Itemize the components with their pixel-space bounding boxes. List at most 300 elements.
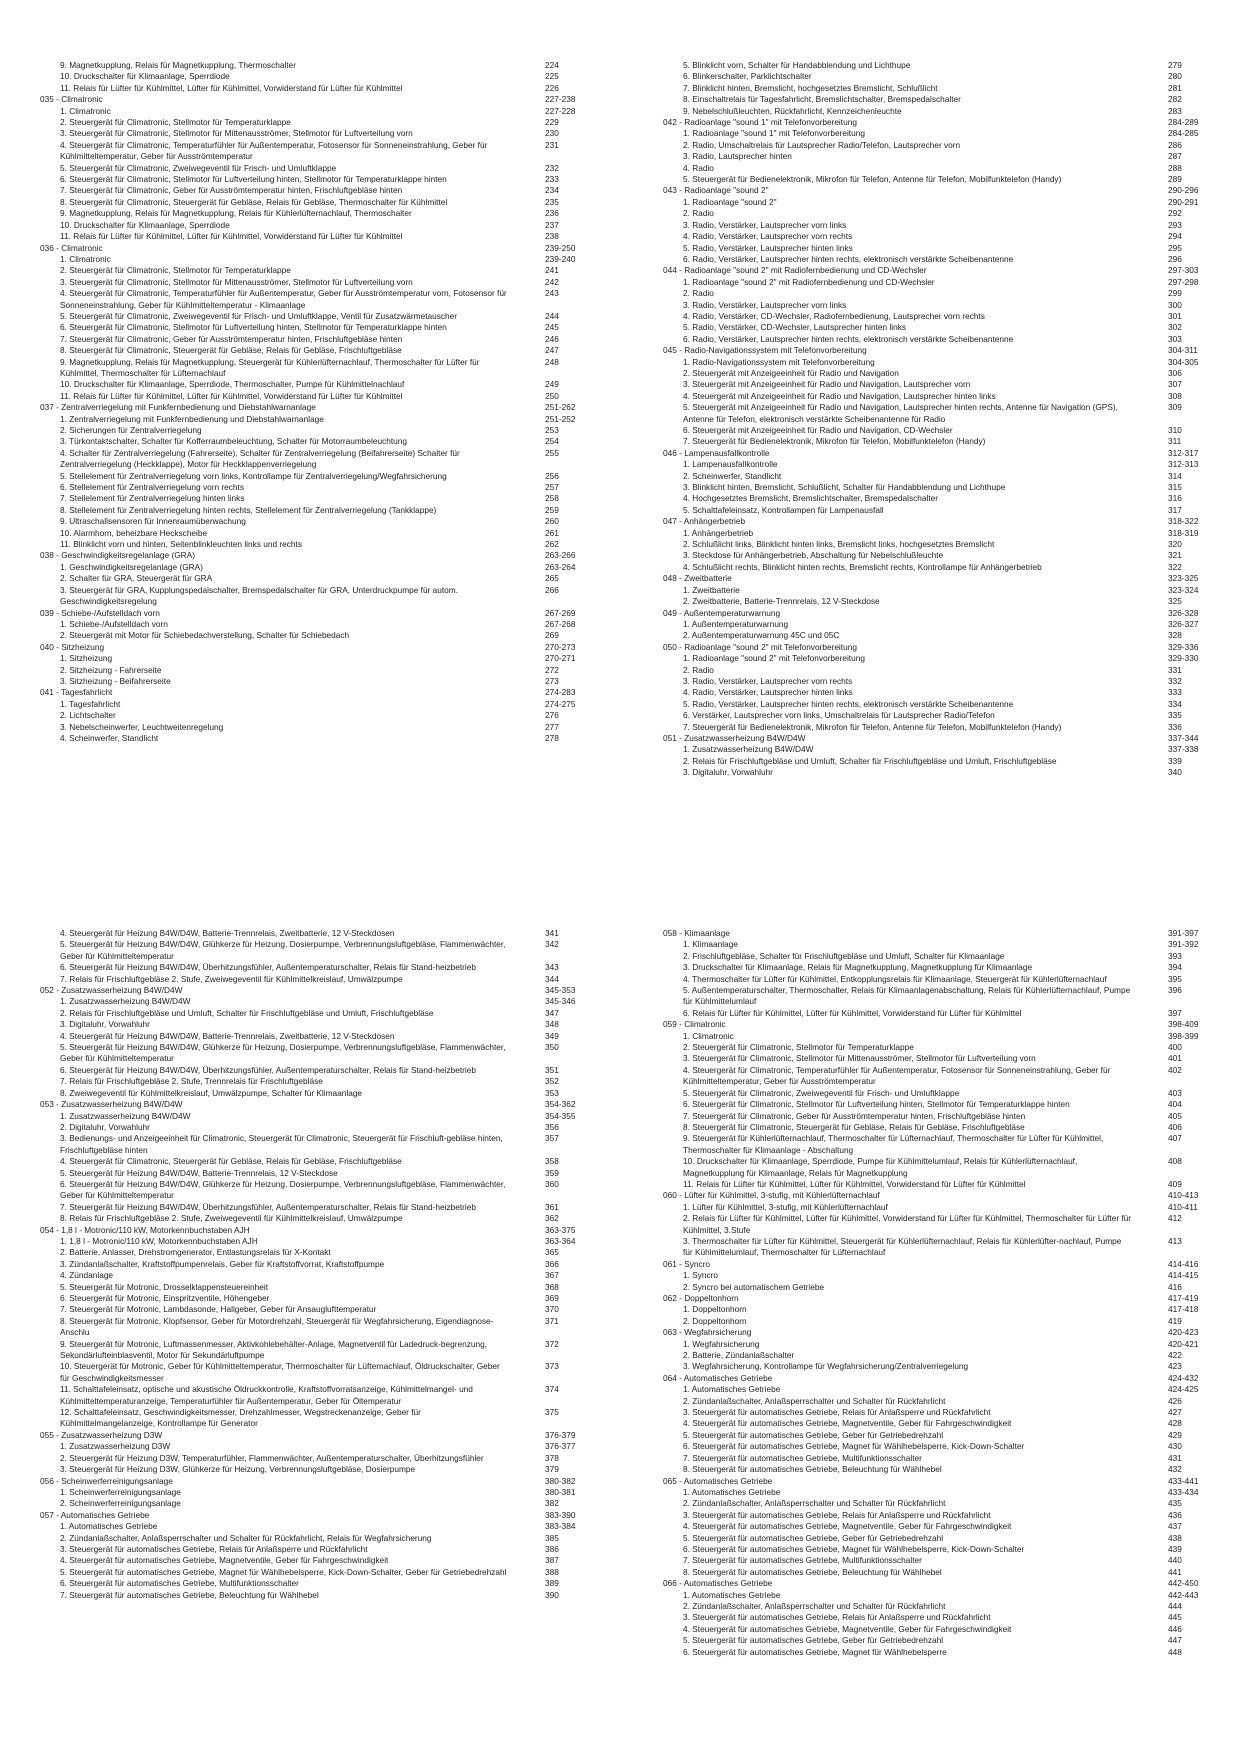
toc-subentry: [40, 1452, 559, 1464]
toc-subentry: [663, 1235, 1182, 1259]
entry-title: 1. Radioanlage "sound 2": [683, 196, 777, 207]
toc-subentry: [40, 356, 559, 380]
toc-subentry: [663, 1213, 1182, 1236]
entry-title: 2. Lichtschalter: [60, 710, 116, 721]
toc-subentry: [40, 379, 559, 390]
entry-page-range: 333: [1168, 687, 1182, 698]
toc-subentry: [40, 196, 559, 208]
entry-title: 8. Steuergerät für automatisches Getriebe, Beleuchtung für Wählhebel: [683, 1464, 942, 1475]
entry-page-range: 412: [1168, 1213, 1182, 1224]
toc-subentry: [663, 1350, 1182, 1361]
toc-subentry: [40, 1042, 559, 1065]
entry-title: 3. Blinklicht hinten, Bremslicht, Schlußlicht, Schalter für Handabblendung und Lichthupe: [683, 482, 1006, 493]
toc-subentry: [663, 367, 1182, 379]
toc-subentry: [663, 1418, 1182, 1429]
entry-title: 1. Zusatzwasserheizung D3W: [60, 1441, 171, 1452]
entry-page-range: 259: [545, 504, 559, 515]
entry-title: 1. Climatronic: [60, 253, 111, 264]
entry-page-range: 367: [545, 1270, 559, 1281]
entry-page-range: 385: [545, 1532, 559, 1543]
entry-page-range: 391-397: [1168, 928, 1199, 938]
entry-page-range: 375: [545, 1407, 559, 1418]
entry-page-range: 347: [545, 1007, 559, 1018]
toc-subentry: [663, 664, 1182, 676]
entry-title: 045 - Radio-Navigationssystem mit Telefonvorbereitung: [663, 345, 867, 356]
entry-page-range: 379: [545, 1464, 559, 1475]
entry-title: 3. Radio, Verstärker, Lautsprecher vorn rechts: [683, 675, 853, 686]
entry-page-range: 368: [545, 1281, 559, 1292]
entry-title: 1. 1,8 l - Motronic/110 kW, Motorkennbuchstaben AJH: [60, 1235, 258, 1246]
toc-subentry: [40, 1178, 559, 1202]
entry-page-range: 428: [1168, 1418, 1182, 1429]
entry-title: 4. Steuergerät für Heizung B4W/D4W, Batterie-Trennrelais, Zweitbatterie, 12 V-Steckdosen: [60, 1030, 395, 1041]
toc-subentry: [40, 253, 576, 265]
entry-page-range: 337-344: [1168, 732, 1199, 743]
toc-subentry: [663, 504, 1182, 516]
toc-subentry: [663, 698, 1182, 710]
entry-page-range: 371: [545, 1315, 559, 1326]
entry-title: 2. Batterie, Zündanlaßschalter: [683, 1350, 795, 1361]
entry-page-range: 328: [1168, 630, 1182, 641]
entry-page-range: 237: [545, 219, 559, 230]
entry-title: 1. Radioanlage "sound 2" mit Telefonvorbereitung: [683, 653, 865, 664]
entry-title: 2. Zweitbatterie, Batterie-Trennrelais, 12 V-Steckdose: [683, 596, 880, 607]
toc-subentry: [40, 1486, 576, 1498]
entry-page-range: 334: [1168, 698, 1182, 709]
toc-subentry: [40, 128, 559, 139]
toc-subentry: [663, 1064, 1182, 1088]
entry-title: 2. Zündanlaßschalter, Anlaßsperrschalter und Schalter für Rückfahrlicht: [683, 1395, 946, 1406]
entry-page-range: 263-266: [545, 550, 576, 561]
entry-title: 2. Frischluftgebläse, Schalter für Frischluftgebläse und Umluft, Schalter für Klimaanlage: [683, 950, 1005, 961]
entry-title: 4. Scheinwerfer, Standlicht: [60, 732, 159, 743]
toc-subentry: [40, 1270, 559, 1281]
toc-subentry: [40, 573, 559, 584]
toc-subentry: [663, 630, 1182, 641]
entry-page-range: 383-390: [545, 1509, 576, 1520]
entry-page-range: 238: [545, 231, 559, 242]
entry-title: 3. Steuergerät für GRA, Kupplungspedalschalter, Bremspedalschalter für GRA, Unterdruckpumpe für autom. Geschwindigkeitsregelung: [60, 584, 458, 607]
toc-subentry: [663, 950, 1182, 962]
entry-title: 2. Doppeltonhorn: [683, 1315, 747, 1326]
toc-subentry: [40, 698, 576, 710]
toc-subentry: [663, 1612, 1182, 1623]
entry-page-range: 250: [545, 390, 559, 401]
toc-section-entry: [40, 985, 576, 996]
entry-title: 4. Schlußlicht rechts, Blinklicht hinten rechts, Bremslicht rechts, Kontrollampe für Anhängerbetrieb: [683, 561, 1042, 572]
toc-subentry: [40, 618, 576, 630]
entry-page-range: 251-262: [545, 402, 576, 413]
entry-title: 5. Steuergerät für automatisches Getriebe, Geber für Getriebedrehzahl: [683, 1635, 944, 1646]
entry-title: 5. Radio, Verstärker, Lautsprecher hinten links: [683, 242, 853, 253]
toc-subentry: [663, 436, 1182, 447]
entry-page-range: 224: [545, 60, 559, 70]
toc-subentry: [663, 550, 1182, 561]
entry-page-range: 226: [545, 82, 559, 93]
entry-page-range: 424-425: [1168, 1384, 1199, 1395]
entry-page-range: 244: [545, 310, 559, 321]
entry-page-range: 316: [1168, 493, 1182, 504]
entry-title: 4. Steuergerät für Climatronic, Temperaturfühler für Außentemperatur, Fotosensor für Sonneneinstrahlung, Geber für Kühlmitteltemperatur, Geber für Ausströmtemperatur: [683, 1064, 1111, 1087]
entry-page-range: 345-346: [545, 996, 576, 1007]
entry-title: 7. Steuergerät für Bedienelektronik, Mikrofon für Telefon, Mobilfunktelefon (Handy): [683, 436, 986, 447]
toc-subentry: [40, 322, 559, 333]
entry-page-range: 369: [545, 1293, 559, 1303]
entry-page-range: 440: [1168, 1555, 1182, 1566]
entry-title: 3. Bedienungs- und Anzeigeeinheit für Climatronic, Steuergerät für Climatronic, Steuergerät für Frischluft-gebläse hinten, Frischluftgebläse hinten: [60, 1133, 503, 1155]
toc-column-top-right: [663, 60, 1199, 779]
entry-page-range: 344: [545, 973, 559, 984]
entry-page-range: 331: [1168, 664, 1182, 675]
entry-title: 5. Steuergerät für automatisches Getriebe, Geber für Getriebedrehzahl: [683, 1532, 944, 1543]
entry-title: 2. Syncro bei automatischem Getriebe: [683, 1281, 825, 1292]
toc-subentry: [663, 71, 1182, 82]
toc-subentry: [663, 721, 1182, 733]
entry-page-range: 348: [545, 1019, 559, 1030]
entry-page-range: 312-317: [1168, 447, 1199, 458]
entry-title: 8. Einschaltrelais für Tagesfahrlicht, Bremslichtschalter, Bremspedalschalter: [683, 94, 961, 105]
toc-subentry: [40, 710, 559, 721]
entry-title: 7. Relais für Frischluftgebläse 2. Stufe, Trennrelais für Frischluftgebläse: [60, 1076, 323, 1087]
entry-title: 1. Automatisches Getriebe: [60, 1521, 158, 1532]
entry-page-range: 267-269: [545, 607, 576, 618]
toc-subentry: [663, 470, 1182, 482]
entry-page-range: 437: [1168, 1521, 1182, 1532]
entry-title: 9. Ultraschallsensoren für Innenraumüberwachung: [60, 516, 246, 527]
toc-subentry: [40, 1064, 559, 1076]
entry-page-range: 358: [545, 1156, 559, 1167]
entry-title: 3. Steuergerät für Heizung D3W, Glühkerze für Heizung, Verbrennungsluftgebläse, Dosierpumpe: [60, 1464, 416, 1475]
toc-subentry: [663, 710, 1182, 721]
entry-page-range: 360: [545, 1178, 559, 1189]
toc-section-entry: [40, 1099, 576, 1110]
toc-section-entry: [663, 117, 1199, 128]
toc-subentry: [40, 1521, 576, 1532]
entry-title: 2. Scheinwerfer, Standlicht: [683, 470, 782, 481]
toc-section-entry: [40, 1475, 576, 1487]
toc-subentry: [663, 482, 1182, 493]
entry-page-range: 352: [545, 1076, 559, 1087]
entry-title: 2. Zündanlaßschalter, Anlaßsperrschalter und Schalter für Rückfahrlicht, Relais für Wegfahrsicherung: [60, 1532, 432, 1543]
entry-title: 5. Schalttafeleinsatz, Kontrollampen für Lampenausfall: [683, 504, 884, 515]
toc-section-entry: [40, 1509, 576, 1521]
toc-subentry: [40, 630, 559, 641]
toc-section-entry: [663, 516, 1199, 527]
entry-title: 5. Steuergerät für Climatronic, Zweiwegeventil für Frisch- und Umluftklappe, Ventil für Zusatzwärmetauscher: [60, 310, 458, 321]
entry-title: 9. Magnetkupplung, Relais für Magnetkupplung, Relais für Kühlerlüfternachlauf, Thermoschalter: [60, 208, 412, 219]
entry-title: 1. Climatronic: [683, 1030, 734, 1041]
toc-subentry: [40, 482, 559, 493]
entry-title: 7. Steuergerät für Motronic, Lambdasonde, Hallgeber, Geber für Ansauglufttemperatur: [60, 1304, 377, 1315]
entry-title: 1. Automatisches Getriebe: [683, 1486, 781, 1497]
entry-page-range: 433-441: [1168, 1475, 1199, 1486]
toc-subentry: [663, 1509, 1182, 1521]
entry-title: 4. Steuergerät mit Anzeigeeinheit für Radio und Navigation, Lautsprecher hinten links: [683, 390, 996, 401]
toc-subentry: [663, 1429, 1182, 1441]
entry-page-range: 235: [545, 196, 559, 207]
toc-subentry: [663, 60, 1182, 71]
entry-title: 6. Steuergerät für automatisches Getriebe, Multifunktionsschalter: [60, 1578, 299, 1589]
entry-title: 5. Außentemperaturschalter, Thermoschalter, Relais für Klimaanlagenabschaltung, Relais für Kühlerlüfternachlauf, Pumpe für Kühlmittelumlauf: [683, 985, 1131, 1007]
toc-subentry: [40, 493, 559, 504]
entry-page-range: 239-240: [545, 253, 576, 264]
entry-title: 8. Stellelement für Zentralverriegelung hinten rechts, Stellelement für Zentralverriegelung (Tankklappe): [60, 504, 437, 515]
toc-subentry: [663, 1600, 1182, 1612]
toc-subentry: [40, 721, 559, 733]
entry-title: 3. Radio, Verstärker, Lautsprecher vorn links: [683, 219, 847, 230]
entry-title: 7. Blinklicht hinten, Bremslicht, hochgesetztes Bremslicht, Schlußlicht: [683, 82, 938, 93]
toc-subentry: [40, 1213, 559, 1224]
entry-title: 5. Steuergerät für automatisches Getriebe, Geber für Getriebedrehzahl: [683, 1429, 944, 1440]
entry-page-range: 270-273: [545, 641, 576, 652]
toc-subentry: [663, 1053, 1182, 1064]
toc-subentry: [40, 1076, 559, 1087]
entry-page-range: 382: [545, 1498, 559, 1509]
toc-subentry: [663, 939, 1199, 950]
entry-page-range: 436: [1168, 1509, 1182, 1520]
entry-page-range: 287: [1168, 151, 1182, 162]
entry-page-range: 353: [545, 1087, 559, 1098]
toc-subentry: [663, 425, 1182, 436]
entry-page-range: 329-336: [1168, 641, 1199, 652]
entry-title: 051 - Zusatzwasserheizung B4W/D4W: [663, 732, 806, 743]
entry-title: 5. Steuergerät für Heizung B4W/D4W, Batterie-Trennrelais, 12 V-Steckdose: [60, 1167, 338, 1178]
entry-page-range: 300: [1168, 299, 1182, 310]
entry-title: 3. Steuergerät für automatisches Getriebe, Relais für Anlaßsperre und Rückfahrlicht: [683, 1407, 991, 1418]
entry-page-range: 254: [545, 436, 559, 447]
toc-subentry: [663, 744, 1199, 755]
entry-page-range: 406: [1168, 1121, 1182, 1132]
entry-page-range: 366: [545, 1258, 559, 1269]
entry-title: 7. Steuergerät für automatisches Getriebe, Multifunktionsschalter: [683, 1555, 922, 1566]
entry-title: 2. Radio, Umschaltrelais für Lautsprecher Radio/Telefon, Lautsprecher vorn: [683, 139, 961, 150]
entry-page-range: 426: [1168, 1395, 1182, 1406]
entry-page-range: 414-415: [1168, 1270, 1199, 1281]
entry-title: 8. Steuergerät für Climatronic, Steuergerät für Gebläse, Relais für Gebläse, Frischluftgebläse: [60, 345, 402, 356]
toc-subentry: [663, 356, 1199, 368]
toc-subentry: [663, 1589, 1199, 1601]
entry-page-range: 282: [1168, 94, 1182, 105]
toc-subentry: [40, 1133, 559, 1156]
toc-subentry: [663, 253, 1182, 265]
entry-page-range: 363-375: [545, 1224, 576, 1235]
toc-section-entry: [40, 94, 576, 105]
entry-title: 6. Steuergerät für automatisches Getriebe, Magnet für Wählhebelsperre: [683, 1646, 947, 1657]
toc-subentry: [663, 1133, 1182, 1156]
entry-page-range: 403: [1168, 1087, 1182, 1098]
entry-title: 3. Wegfahrsicherung, Kontrollampe für Wegfahrsicherung/Zentralverriegelung: [683, 1361, 969, 1372]
entry-page-range: 227-228: [545, 105, 576, 116]
toc-section-entry: [663, 732, 1199, 744]
entry-title: 4. Steuergerät für Climatronic, Steuergerät für Gebläse, Relais für Gebläse, Frischluftgebläse: [60, 1156, 402, 1167]
entry-page-range: 269: [545, 630, 559, 641]
entry-title: 1. Anhängerbetrieb: [683, 527, 754, 538]
entry-page-range: 260: [545, 516, 559, 527]
entry-title: 5. Steuergerät für Heizung B4W/D4W, Glühkerze für Heizung, Dosierpumpe, Verbrennungsluftgebläse, Flammenwächter, Geber für Kühlmitteltemperatur: [60, 939, 506, 961]
entry-title: 6. Steuergerät für Climatronic, Stellmotor für Luftverteilung hinten, Stellmotor für Temperaturklappe hinten: [60, 174, 447, 185]
entry-page-range: 407: [1168, 1133, 1182, 1144]
toc-subentry: [663, 1110, 1182, 1122]
toc-column-bottom-right: [663, 928, 1199, 1658]
entry-page-range: 429: [1168, 1429, 1182, 1440]
entry-title: 036 - Climatronic: [40, 242, 103, 253]
entry-title: 3. Steuergerät für Climatronic, Stellmotor für Mittenausströmer, Stellmotor für Luftverteilung vorn: [60, 128, 413, 139]
toc-subentry: [663, 390, 1182, 402]
entry-page-range: 247: [545, 345, 559, 356]
toc-subentry: [663, 1007, 1182, 1019]
entry-title: 8. Relais für Frischluftgebläse 2. Stufe, Zweiwegeventil für Kühlmittelkreislauf, Umwälzpumpe: [60, 1213, 403, 1224]
entry-page-range: 249: [545, 379, 559, 390]
entry-title: 6. Radio, Verstärker, Lautsprecher hinten rechts, elektronisch verstärkte Scheibenantenne: [683, 253, 1014, 264]
toc-section-entry: [663, 185, 1199, 196]
toc-subentry: [663, 596, 1182, 607]
entry-page-range: 345-353: [545, 985, 576, 996]
toc-subentry: [663, 1042, 1182, 1053]
toc-subentry: [663, 1281, 1182, 1293]
entry-title: 1. Außentemperaturwarnung: [683, 618, 789, 629]
entry-page-range: 398-409: [1168, 1019, 1199, 1030]
toc-subentry: [40, 425, 559, 436]
toc-subentry: [663, 1464, 1182, 1475]
toc-section-entry: [663, 1475, 1199, 1487]
toc-section-entry: [40, 242, 576, 254]
entry-page-range: 311: [1168, 436, 1182, 447]
entry-page-range: 448: [1168, 1646, 1182, 1657]
entry-page-range: 336: [1168, 721, 1182, 732]
entry-title: 2. Schalter für GRA, Steuergerät für GRA: [60, 573, 213, 584]
toc-subentry: [663, 1270, 1199, 1281]
toc-subentry: [663, 1407, 1182, 1418]
toc-subentry: [40, 1578, 559, 1589]
entry-page-range: 337-338: [1168, 744, 1199, 755]
entry-title: 053 - Zusatzwasserheizung B4W/D4W: [40, 1099, 183, 1110]
entry-page-range: 361: [545, 1201, 559, 1212]
entry-page-range: 354-362: [545, 1099, 576, 1110]
entry-page-range: 380-381: [545, 1486, 576, 1497]
toc-subentry: [40, 1121, 559, 1133]
entry-title: 6. Steuergerät für automatisches Getriebe, Magnet für Wählhebelsperre, Kick-Down-Schalter: [683, 1441, 1025, 1452]
entry-page-range: 231: [545, 139, 559, 150]
entry-page-range: 420-423: [1168, 1327, 1199, 1338]
toc-section-entry: [663, 265, 1199, 276]
entry-page-range: 229: [545, 117, 559, 128]
entry-title: 4. Radio, Verstärker, Lautsprecher hinten links: [683, 687, 853, 698]
entry-page-range: 307: [1168, 379, 1182, 390]
entry-page-range: 233: [545, 174, 559, 185]
toc-subentry: [663, 162, 1182, 174]
entry-title: 3. Zündanlaßschalter, Kraftstoffpumpenrelais, Geber für Kraftstoffvorrat, Kraftstoffpumpe: [60, 1258, 385, 1269]
entry-title: 9. Magnetkupplung, Relais für Magnetkupplung, Thermoschalter: [60, 60, 296, 70]
entry-page-range: 284-289: [1168, 117, 1199, 128]
entry-title: 10. Druckschalter für Klimaanlage, Sperrdiode, Pumpe für Kühlmittelumlauf, Relais für Kühlerlüfternachlauf, Magnetkupplung für Klimaanlage, Relais für Magnetkupplung: [683, 1156, 1078, 1178]
entry-title: 6. Steuergerät für automatisches Getriebe, Magnet für Wählhebelsperre, Kick-Down-Schalter: [683, 1543, 1025, 1554]
toc-subentry: [663, 151, 1182, 162]
toc-subentry: [40, 345, 559, 356]
toc-subentry: [663, 1635, 1182, 1646]
entry-title: 8. Steuergerät für Climatronic, Steuergerät für Gebläse, Relais für Gebläse, Thermoschalter für Kühlmittel: [60, 196, 448, 207]
entry-title: 10. Steuergerät für Motronic, Geber für Kühlmitteltemperatur, Thermoschalter für Lüfternachlauf, Öldruckschalter, Geber für Geschwindigkeitsmesser: [60, 1361, 500, 1383]
toc-subentry: [663, 561, 1182, 573]
toc-section-entry: [40, 550, 576, 561]
toc-section-entry: [663, 573, 1199, 584]
entry-title: 10. Alarmhorn, beheizbare Heckscheibe: [60, 527, 208, 538]
entry-page-range: 365: [545, 1247, 559, 1258]
entry-title: 4. Radio, Verstärker, CD-Wechsler, Radiofernbedienung, Lautsprecher vorn rechts: [683, 310, 985, 321]
entry-page-range: 389: [545, 1578, 559, 1589]
entry-title: 6. Steuergerät für Heizung B4W/D4W, Überhitzungsfühler, Außentemperaturschalter, Relais für Stand-heizbetrieb: [60, 1064, 476, 1075]
toc-subentry: [663, 379, 1182, 390]
entry-title: 7. Steuergerät für Climatronic, Geber für Ausströmtemperatur hinten, Frischluftgebläse hinten: [60, 333, 403, 344]
toc-subentry: [663, 1201, 1198, 1213]
entry-title: 039 - Schiebe-/Aufstelldach vorn: [40, 607, 160, 618]
entry-title: 037 - Zentralverriegelung mit Funkfernbedienung und Diebstahlwarnanlage: [40, 402, 316, 413]
entry-page-range: 380-382: [545, 1475, 576, 1486]
entry-title: 5. Stellelement für Zentralverriegelung vorn links, Kontrollampe für Zentralverriegelung/Wegfahrsicherung: [60, 470, 447, 481]
toc-subentry: [40, 1543, 559, 1555]
entry-title: 2. Steuergerät für Climatronic, Stellmotor für Temperaturklappe: [683, 1042, 914, 1053]
toc-section-entry: [663, 928, 1199, 939]
entry-title: 11. Relais für Lüfter für Kühlmittel, Lüfter für Kühlmittel, Vorwiderstand für Lüfter für Kühlmittel: [60, 82, 403, 93]
entry-page-range: 435: [1168, 1498, 1182, 1509]
entry-page-range: 288: [1168, 162, 1182, 173]
entry-page-range: 342: [545, 939, 559, 950]
entry-page-range: 297-303: [1168, 265, 1199, 276]
entry-page-range: 408: [1168, 1156, 1182, 1167]
toc-subentry: [40, 139, 559, 163]
entry-title: 1. Doppeltonhorn: [683, 1304, 747, 1315]
toc-subentry: [40, 1407, 559, 1430]
entry-page-range: 357: [545, 1133, 559, 1144]
entry-title: 4. Hochgesetztes Bremslicht, Bremslichtschalter, Bremspedalschalter: [683, 493, 938, 504]
toc-subentry: [40, 584, 559, 608]
entry-page-range: 257: [545, 482, 559, 493]
entry-page-range: 267-268: [545, 618, 576, 629]
entry-page-range: 304-311: [1168, 345, 1198, 356]
entry-page-range: 293: [1168, 219, 1182, 230]
toc-subentry: [40, 413, 576, 425]
entry-page-range: 301: [1168, 310, 1182, 321]
entry-page-range: 243: [545, 288, 559, 299]
entry-title: 9. Magnetkupplung, Relais für Magnetkupplung, Steuergerät für Kühlerlüfternachlauf, Thermoschalter für Lüfter für Kühlmittel, Thermoschalter für Lüfternachlauf: [60, 356, 480, 378]
entry-title: 1. Radioanlage "sound 1" mit Telefonvorbereitung: [683, 128, 865, 139]
entry-title: 3. Türkontaktschalter, Schalter für Kofferraumbeleuchtung, Schalter für Motorraumbeleuchtung: [60, 436, 407, 447]
entry-page-range: 227-238: [545, 94, 576, 105]
entry-page-range: 317: [1168, 504, 1182, 515]
toc-subentry: [663, 402, 1182, 425]
toc-section-entry: [40, 641, 576, 653]
entry-title: 11. Schalttafeleinsatz, optische und akustische Öldruckkontrolle, Kraftstoffvorratsanzeige, Kühlmittelmangel- und Kühlmitteltemperaturanzeige, Temperaturfühler für Außentemperatur, Geber für Öltemperatur: [60, 1384, 473, 1406]
entry-page-range: 423: [1168, 1361, 1182, 1372]
entry-title: 044 - Radioanlage "sound 2" mit Radiofernbedienung und CD-Wechsler: [663, 265, 927, 276]
entry-title: 11. Relais für Lüfter für Kühlmittel, Lüfter für Kühlmittel, Vorwiderstand für Lüfter für Kühlmittel: [683, 1178, 1026, 1189]
toc-subentry: [663, 128, 1199, 139]
entry-page-range: 274-283: [545, 687, 576, 698]
toc-subentry: [663, 1498, 1182, 1509]
toc-subentry: [40, 962, 559, 973]
toc-subentry: [663, 973, 1182, 985]
entry-title: 4. Steuergerät für Climatronic, Temperaturfühler für Außentemperatur, Geber für Ausströmtemperatur vorn, Fotosensor für Sonneneinstrahlung, Geber für Kühlmitteltemperatur - Klimaanlage: [60, 288, 507, 310]
entry-title: 1. Lüfter für Kühlmittel, 3-stufig, mit Kühlerlüfternachlauf: [683, 1201, 888, 1212]
entry-page-range: 323-324: [1168, 584, 1199, 595]
toc-subentry: [663, 755, 1182, 767]
entry-title: 7. Stellelement für Zentralverriegelung hinten links: [60, 493, 245, 504]
entry-title: 7. Relais für Frischluftgebläse 2. Stufe, Zweiwegeventil für Kühlmittelkreislauf, Umwälzpumpe: [60, 973, 403, 984]
entry-page-range: 266: [545, 584, 559, 595]
toc-subentry: [663, 687, 1182, 698]
entry-title: 8. Steuergerät für Climatronic, Steuergerät für Gebläse, Relais für Gebläse, Frischluftgebläse: [683, 1121, 1025, 1132]
toc-subentry: [40, 1589, 559, 1601]
toc-subentry: [40, 504, 559, 516]
